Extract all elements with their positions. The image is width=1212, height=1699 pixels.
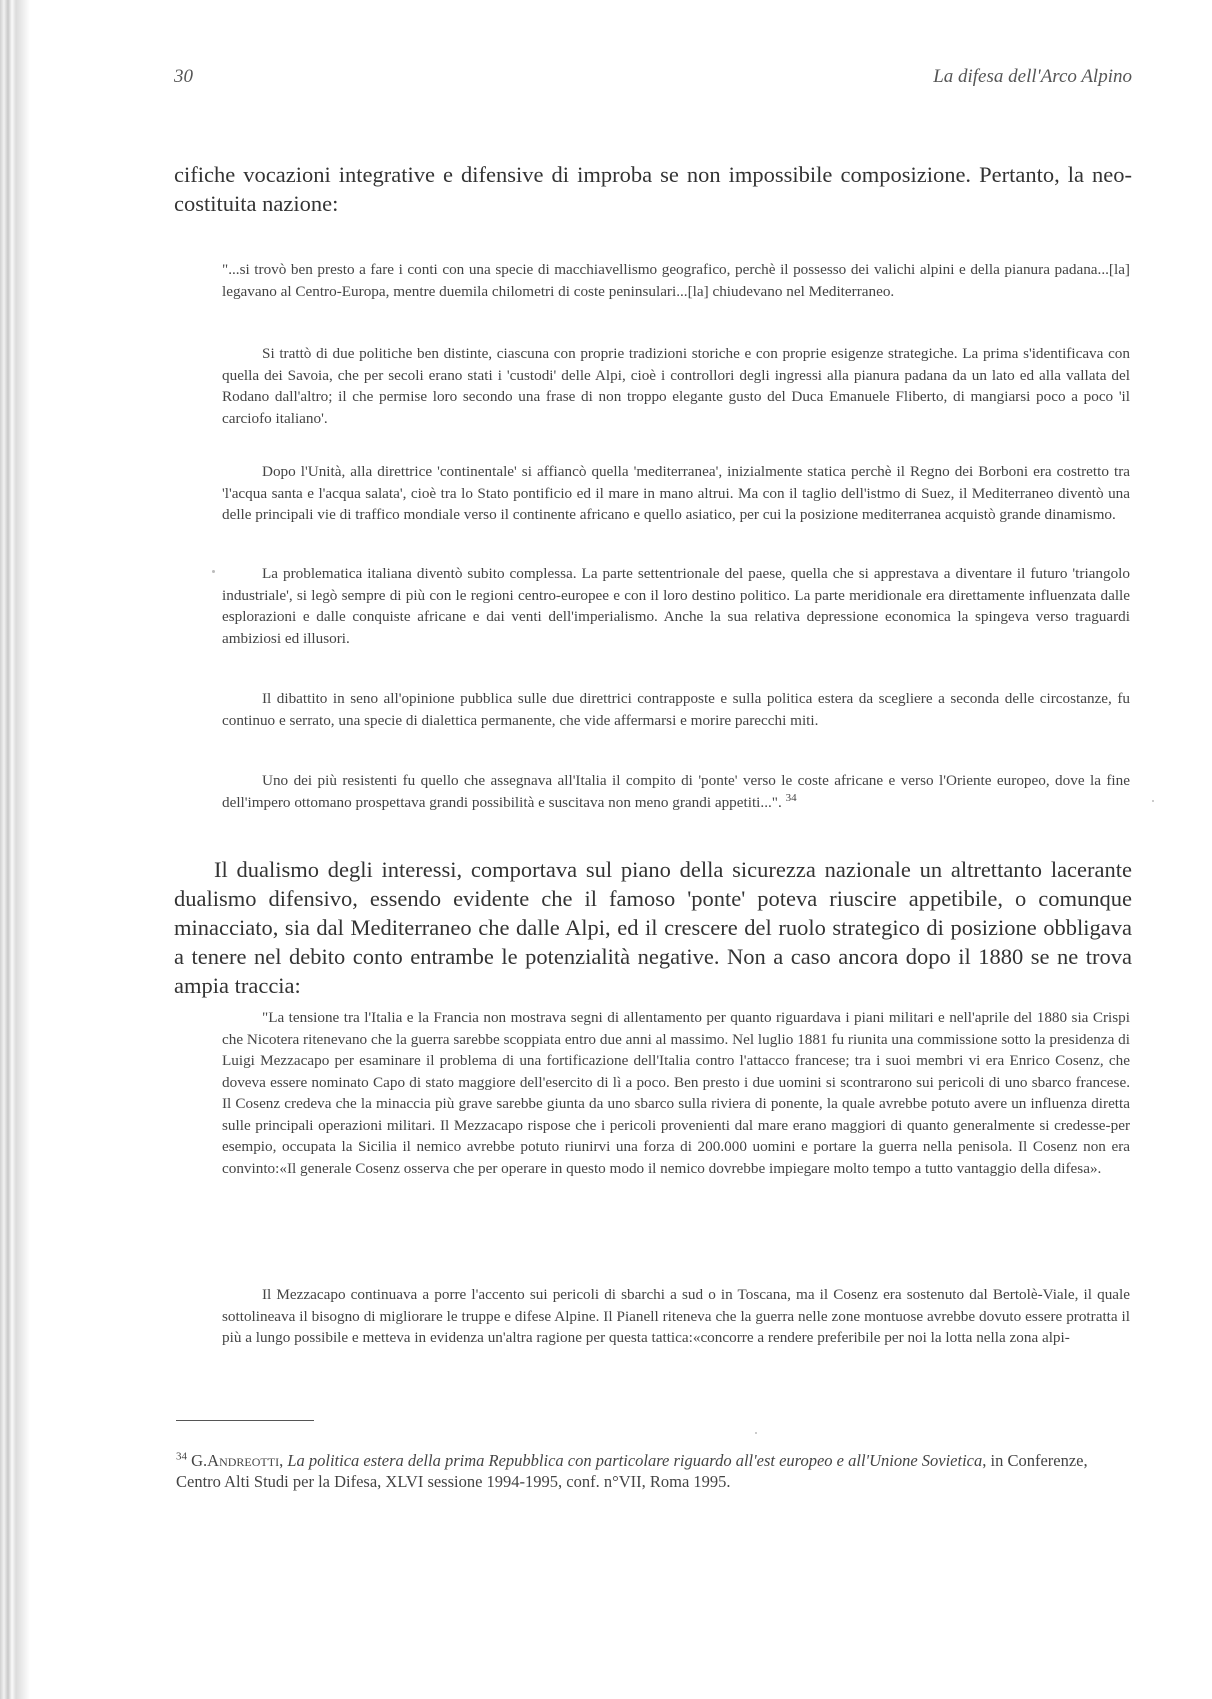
footnote-number: 34 (176, 1450, 187, 1463)
main-paragraph: Il dualismo degli interessi, comportava sul piano della sicurezza nazionale un altrettanto lacerante dualismo difensivo, essendo evidente che il famoso 'ponte' poteva riuscire appetibile, o comunque minacciato, sia dal Mediterraneo che dalle Alpi, ed il crescere del ruolo strategico di posizione obbligava a tenere nel debito conto entrambe le potenzialità negative. Non a caso ancora dopo il 1880 se ne trova ampia traccia: (174, 857, 1132, 998)
quote-paragraph: Il dibattito in seno all'opinione pubblica sulle due direttrici contrapposte e sulla politica estera da scegliere a seconda delle circostanze, fu continuo e serrato, una specie di dialettica permanente, che vide affermarsi e morire parecchi miti. (222, 690, 1130, 729)
footnote-author: G.Andreotti (191, 1451, 280, 1470)
page-number: 30 (174, 66, 193, 87)
scan-speck (1152, 800, 1154, 802)
quote-paragraph: Il Mezzacapo continuava a porre l'accento sui pericoli di sbarchi a sud o in Toscana, ma il Cosenz era sostenuto dal Bertolè-Viale, il quale sottolineava il bisogno di migliorare le truppe e difese Alpine. Il Pianell riteneva che la guerra nelle zone montuose avrebbe dovuto essere protratta il più a lungo possibile e metteva in evidenza un'altra ragione per questa tattica:«concorre a rendere preferibile per noi la lotta nella zona alpi- (222, 1286, 1130, 1346)
running-title: La difesa dell'Arco Alpino (933, 66, 1132, 87)
footnote-title: La politica estera della prima Repubblica con particolare riguardo all'est europeo e all'Unione Sovietica (287, 1451, 983, 1470)
quote-paragraph: "La tensione tra l'Italia e la Francia non mostrava segni di allentamento per quanto riguardava i piani militari e nell'aprile del 1880 sia Crispi che Nicotera ritenevano che la guerra sarebbe scoppiata entro due anni al massimo. Nel luglio 1881 fu riunita una commissione sotto la presidenza di Luigi Mezzacapo per esaminare il problema di una fortificazione dell'Italia contro l'attacco francese; tra i suoi membri vi era Enrico Cosenz, che doveva essere nominato Capo di stato maggiore dell'esercito di lì a poco. Ben presto i due uomini si scontrarono sui pericoli di uno sbarco francese. Il Cosenz credeva che la minaccia più grave sarebbe giunta da uno sbarco sulla riviera di ponente, la quale avrebbe potuto avere un influenza diretta sulle principali operazioni militari. Il Mezzacapo rispose che i pericoli provenienti dal mare erano maggiori di quanto generalmente si credesse-per esempio, occupata la Sicilia il nemico avrebbe potuto riunirvi una forza di 200.000 uomini e portare la guerra nella penisola. Il Cosenz non era convinto:«Il generale Cosenz osserva che per operare in questo modo il nemico dovrebbe impiegare molto tempo a tutto vantaggio della difesa». (222, 1009, 1130, 1177)
quote-paragraph: Si trattò di due politiche ben distinte, ciascuna con proprie tradizioni storiche e con proprie esigenze strategiche. La prima s'identificava con quella dei Savoia, che per secoli erano stati i 'custodi' delle Alpi, cioè i controllori degli ingressi alla pianura padana da un lato ed alla vallata del Rodano dall'altro; il che permise loro secondo una frase di non troppo elegante gusto del Duca Emanuele Fliberto, di mangiarsi poco a poco 'il carciofo italiano'. (222, 345, 1130, 427)
quote-paragraph (222, 770, 1130, 813)
quote-paragraph: Dopo l'Unità, alla direttrice 'continentale' si affiancò quella 'mediterranea', inizialmente statica perchè il Regno dei Borboni era costretto tra 'l'acqua santa e l'acqua salata', cioè tra lo Stato pontificio ed il mare in mano altrui. Ma con il taglio dell'istmo di Suez, il Mediterraneo diventò una delle principali vie di traffico mondiale verso il continente africano e quello asiatico, per cui la posizione mediterranea acquistò grande dinamismo. (222, 463, 1130, 523)
footnote: $^{34}$ G.Andreotti, La politica estera della prima Repubblica con particolare riguardo all'est europeo e all'Unione Sovietica, in Conferenze, Centro Alti Studi per la Difesa, XLVI sessione 1994-1995, conf. n°VII, Roma 1995. (176, 1450, 1088, 1491)
footnote-reference: 34 (785, 791, 797, 804)
binding-edge (0, 0, 34, 1699)
scan-speck (212, 570, 215, 573)
quote-paragraph: "...si trovò ben presto a fare i conti con una specie di macchiavellismo geografico, perchè il possesso dei valichi alpini e della pianura padana...[la] legavano al Centro-Europa, mentre duemila chilometri di coste peninsulari...[la] chiudevano nel Mediterraneo. (222, 261, 1130, 300)
scan-speck (755, 1432, 757, 1434)
footnote-separator (176, 1420, 314, 1421)
page-header (174, 66, 1132, 90)
footnote-details: , in Conferenze, Centro Alti Studi per la Difesa, XLVI sessione 1994-1995, conf. n°VII, Roma 1995. (176, 1451, 1088, 1491)
intro-paragraph: cifiche vocazioni integrative e difensive di improba se non impossibile composizione. Pertanto, la neo-costituita nazione: (174, 162, 1132, 216)
quote-paragraph: La problematica italiana diventò subito complessa. La parte settentrionale del paese, quella che si apprestava a diventare il futuro 'triangolo industriale', si legò sempre di più con le regioni centro-europee e con il loro destino politico. La parte meridionale era direttamente influenzata dalle esplorazioni e dalle conquiste africane e dai venti dell'imperialismo. Anche la sua relativa depressione economica la spingeva verso traguardi ambiziosi ed illusori. (222, 565, 1130, 647)
quote-text: Uno dei più resistenti fu quello che assegnava all'Italia il compito di 'ponte' verso le coste africane e verso l'Oriente europeo, dove la fine dell'impero ottomano prospettava grandi possibilità e suscitava non meno grandi appetiti...". (222, 772, 1130, 811)
